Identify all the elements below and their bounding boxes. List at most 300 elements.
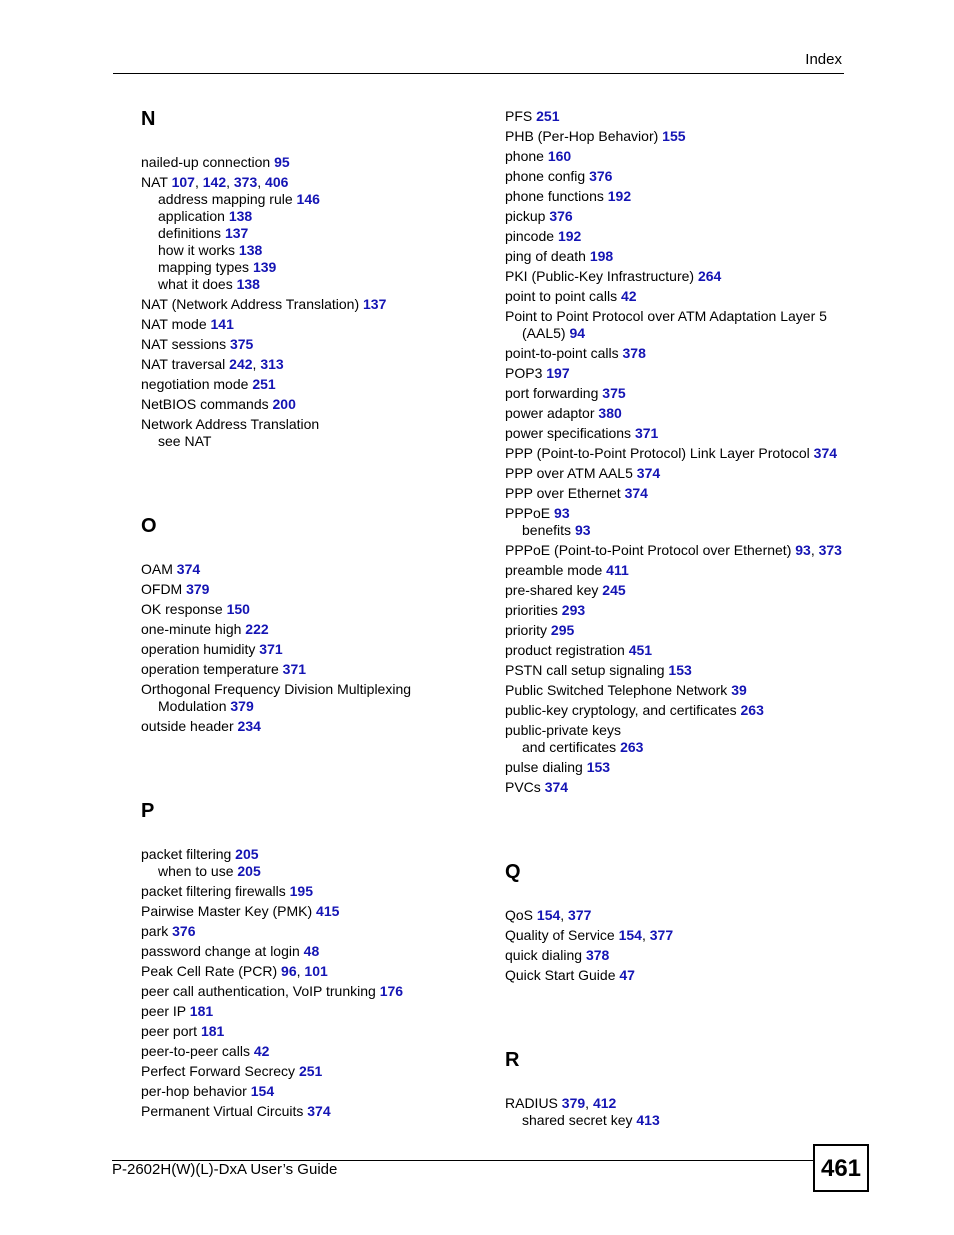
index-entry-line — [505, 639, 855, 659]
section-letter: Q — [505, 861, 521, 883]
index-term: quick dialing — [505, 947, 583, 963]
page-link[interactable]: 371 — [259, 641, 283, 657]
index-term: pulse dialing — [505, 759, 583, 775]
page-link[interactable]: 198 — [589, 248, 614, 264]
index-entry-line — [505, 105, 855, 125]
index-term: Orthogonal Frequency Division Multiplexing — [141, 681, 412, 697]
page-link[interactable]: 378 — [585, 947, 610, 963]
page-link[interactable]: 95 — [274, 154, 290, 170]
index-term: Network Address Translation — [141, 416, 320, 432]
index-entry-continuation — [141, 698, 491, 715]
page-link[interactable]: 371 — [282, 661, 307, 677]
index-entry — [141, 1020, 491, 1040]
index-column-left — [141, 105, 491, 1120]
index-term: Pairwise Master Key (PMK) — [141, 903, 313, 919]
index-term: QoS — [505, 907, 534, 923]
index-entry — [505, 1092, 855, 1129]
page-refs: 107, 142, 373, 406 — [171, 174, 289, 190]
index-term: when to use — [158, 863, 234, 879]
page-refs — [731, 682, 747, 698]
index-term: pincode — [505, 228, 555, 244]
page-link[interactable]: 205 — [235, 846, 259, 862]
page-refs — [589, 168, 612, 184]
page-link[interactable]: 138 — [236, 276, 260, 292]
page-link[interactable]: 263 — [620, 739, 644, 755]
page-refs: 154, 377 — [536, 907, 592, 923]
page-link[interactable]: 380 — [598, 405, 622, 421]
index-term: packet filtering firewalls — [141, 883, 286, 899]
index-entry — [141, 843, 491, 880]
index-term: NAT (Network Address Translation) — [141, 296, 360, 312]
index-term: ping of death — [505, 248, 586, 264]
index-term: preamble mode — [505, 562, 603, 578]
page-link[interactable]: 374 — [813, 445, 838, 461]
index-entry — [505, 944, 855, 964]
page-refs — [254, 1043, 270, 1059]
index-entry — [505, 502, 855, 539]
section-letter: R — [505, 1049, 520, 1071]
index-entry — [141, 1100, 491, 1120]
index-term: PPPoE — [505, 505, 551, 521]
index-term: phone functions — [505, 188, 604, 204]
section-gap — [141, 450, 491, 512]
page-link[interactable]: 93 — [554, 505, 570, 521]
page-refs — [253, 259, 276, 275]
page-refs — [186, 581, 209, 597]
page-link[interactable]: 374 — [624, 485, 648, 501]
page-number: 461 — [813, 1144, 869, 1192]
index-entry-line — [505, 964, 855, 984]
page-refs — [620, 739, 643, 755]
index-entry — [141, 960, 491, 980]
index-term: peer-to-peer calls — [141, 1043, 250, 1059]
page-refs — [316, 903, 339, 919]
page-link[interactable]: 379 — [561, 1095, 586, 1111]
index-entry — [141, 558, 491, 578]
index-term: point-to-point calls — [505, 345, 619, 361]
index-entry — [141, 313, 491, 333]
page-refs — [190, 1003, 213, 1019]
index-entry-line — [141, 638, 491, 658]
page-link[interactable]: 139 — [252, 259, 277, 275]
page-refs — [201, 1023, 224, 1039]
page-link[interactable]: 176 — [379, 983, 404, 999]
index-entry — [505, 579, 855, 599]
index-entry — [505, 205, 855, 225]
page-refs — [172, 923, 195, 939]
page-link[interactable]: 42 — [620, 288, 637, 304]
index-subentry — [505, 522, 855, 539]
index-entry-line — [505, 342, 855, 362]
page-refs — [629, 642, 652, 658]
index-subentry — [141, 433, 491, 450]
page-refs — [238, 718, 261, 734]
index-term: PPP over ATM AAL5 — [505, 465, 633, 481]
index-entry — [505, 305, 855, 342]
page-link[interactable]: 379 — [186, 581, 210, 597]
page-refs — [380, 983, 403, 999]
index-term: pickup — [505, 208, 546, 224]
index-entry-line — [141, 940, 491, 960]
page-link[interactable]: 197 — [546, 365, 570, 381]
page-refs — [621, 288, 637, 304]
index-entry — [505, 402, 855, 422]
page-link[interactable]: 242 — [229, 356, 253, 372]
index-entry-line — [505, 944, 855, 964]
index-term: NetBIOS commands — [141, 396, 269, 412]
page-refs: 242, 313 — [229, 356, 284, 372]
page-link[interactable]: 377 — [649, 927, 674, 943]
page-refs — [227, 601, 250, 617]
index-entry — [141, 171, 491, 293]
page-refs — [299, 1063, 322, 1079]
index-entry-line — [505, 559, 855, 579]
index-entry — [141, 333, 491, 353]
page-refs — [549, 208, 572, 224]
page-link[interactable]: 373 — [233, 174, 258, 190]
index-entry — [141, 678, 491, 715]
index-entry-line — [505, 285, 855, 305]
page-link[interactable]: 374 — [636, 465, 661, 481]
index-term: mapping types — [158, 259, 250, 275]
index-entry-line — [141, 900, 491, 920]
index-entry — [141, 618, 491, 638]
section-letter: N — [141, 108, 156, 130]
page-refs: 93, 373 — [795, 542, 842, 558]
page-link[interactable]: 374 — [176, 561, 201, 577]
index-entry-line — [141, 578, 491, 598]
page-link[interactable]: 93 — [795, 542, 811, 558]
index-entry-line — [141, 413, 491, 433]
index-subentry — [141, 259, 491, 276]
page-link[interactable]: 96 — [281, 963, 297, 979]
index-subentry — [505, 1112, 855, 1129]
index-entry — [505, 539, 855, 559]
page-link[interactable]: 141 — [210, 316, 234, 332]
page-link[interactable]: 415 — [316, 903, 340, 919]
index-entry — [505, 442, 855, 462]
index-entry — [505, 559, 855, 579]
page-link[interactable]: 192 — [557, 228, 582, 244]
page-link[interactable]: 39 — [731, 682, 747, 698]
page-refs — [363, 296, 386, 312]
index-entry — [141, 413, 491, 450]
page-link[interactable]: 263 — [740, 702, 764, 718]
page-link[interactable]: 251 — [536, 108, 560, 124]
index-entry-line — [141, 393, 491, 413]
page-link[interactable]: 138 — [238, 242, 263, 258]
index-entry — [141, 920, 491, 940]
page-link[interactable]: 93 — [574, 522, 591, 538]
index-term: PPP (Point-to-Point Protocol) Link Layer Protocol — [505, 445, 810, 461]
index-entry — [505, 285, 855, 305]
index-term: phone config — [505, 168, 586, 184]
page-link[interactable]: 412 — [592, 1095, 617, 1111]
index-subentry — [141, 191, 491, 208]
page-link[interactable]: 379 — [230, 698, 254, 714]
index-entry — [505, 382, 855, 402]
index-term: Permanent Virtual Circuits — [141, 1103, 304, 1119]
page-link[interactable]: 154 — [618, 927, 642, 943]
page-refs — [230, 698, 253, 714]
index-term: Perfect Forward Secrecy — [141, 1063, 296, 1079]
page-link[interactable]: 181 — [189, 1003, 214, 1019]
page-link[interactable]: 107 — [171, 174, 195, 190]
running-header: Index — [805, 51, 842, 68]
page-refs — [575, 522, 591, 538]
index-term: PVCs — [505, 779, 541, 795]
page-link[interactable]: 245 — [602, 582, 626, 598]
index-entry-line — [505, 185, 855, 205]
page-link[interactable]: 378 — [622, 345, 646, 361]
page-refs — [668, 662, 691, 678]
index-term: power specifications — [505, 425, 632, 441]
index-entry-line — [505, 265, 855, 285]
page-link[interactable]: 138 — [228, 208, 253, 224]
page-refs — [536, 108, 559, 124]
page-link[interactable]: 374 — [544, 779, 569, 795]
index-entry-line — [505, 579, 855, 599]
page-link[interactable]: 413 — [636, 1112, 660, 1128]
page-refs — [636, 1112, 659, 1128]
index-entry — [505, 225, 855, 245]
index-term: operation temperature — [141, 661, 279, 677]
index-subentry — [141, 276, 491, 293]
page-link[interactable]: 222 — [245, 621, 269, 637]
index-term: application — [158, 208, 225, 224]
index-entry-line — [505, 462, 855, 482]
index-entry-line — [141, 1060, 491, 1080]
index-entry-line — [141, 353, 491, 373]
index-entry — [141, 293, 491, 313]
index-entry — [141, 880, 491, 900]
index-entry — [141, 598, 491, 618]
page-refs — [698, 268, 721, 284]
index-entry-line — [141, 151, 491, 171]
index-term: operation humidity — [141, 641, 256, 657]
index-term: priorities — [505, 602, 558, 618]
index-term: product registration — [505, 642, 625, 658]
page-refs — [230, 336, 253, 352]
page-link[interactable]: 155 — [662, 128, 686, 144]
index-entry-line — [505, 442, 855, 462]
page-link[interactable]: 153 — [668, 662, 692, 678]
index-term: nailed-up connection — [141, 154, 271, 170]
index-entry-line — [141, 558, 491, 578]
index-term: peer IP — [141, 1003, 186, 1019]
index-entry-line — [505, 699, 855, 719]
index-term: PKI (Public-Key Infrastructure) — [505, 268, 695, 284]
page-link[interactable]: 373 — [818, 542, 842, 558]
page-link[interactable]: 160 — [547, 148, 572, 164]
page-refs — [546, 365, 569, 381]
index-entry — [505, 756, 855, 776]
page-link[interactable]: 376 — [172, 923, 196, 939]
index-entry — [505, 776, 855, 796]
page-link[interactable]: 47 — [619, 967, 635, 983]
page-link[interactable]: 137 — [224, 225, 249, 241]
index-entry-line — [505, 145, 855, 165]
page-link[interactable]: 251 — [298, 1063, 323, 1079]
page-link[interactable]: 101 — [304, 963, 328, 979]
page-link[interactable]: 94 — [569, 325, 586, 341]
index-term: peer call authentication, VoIP trunking — [141, 983, 376, 999]
index-entry-line — [141, 373, 491, 393]
page-refs — [252, 376, 275, 392]
page-link[interactable]: 137 — [363, 296, 387, 312]
index-term: park — [141, 923, 169, 939]
index-entry — [505, 482, 855, 502]
index-term: public-private keys — [505, 722, 621, 738]
page-refs — [259, 641, 282, 657]
section-letter: O — [141, 515, 157, 537]
index-entry-line — [141, 618, 491, 638]
index-term: outside header — [141, 718, 234, 734]
page-refs — [297, 191, 320, 207]
section-gap — [505, 796, 855, 858]
page-link[interactable]: 411 — [606, 562, 629, 578]
page-link[interactable]: 264 — [697, 268, 722, 284]
page-refs — [637, 465, 660, 481]
index-term: point to point calls — [505, 288, 618, 304]
footer-guide-title: P-2602H(W)(L)-DxA User’s Guide — [112, 1161, 338, 1178]
page-link[interactable]: 376 — [549, 208, 573, 224]
page-refs — [625, 485, 648, 501]
index-term: Point to Point Protocol over ATM Adaptation Layer 5 — [505, 308, 827, 324]
page-link[interactable]: 48 — [303, 943, 320, 959]
page-refs — [283, 661, 306, 677]
page-link[interactable]: 376 — [589, 168, 613, 184]
index-entry — [505, 185, 855, 205]
index-entry-line — [505, 362, 855, 382]
index-entry-line — [505, 165, 855, 185]
index-entry — [505, 422, 855, 442]
page-link[interactable]: 313 — [260, 356, 284, 372]
header-rule — [113, 73, 844, 74]
index-term: NAT sessions — [141, 336, 227, 352]
page-link[interactable]: 377 — [568, 907, 592, 923]
page-link[interactable]: 375 — [602, 385, 626, 401]
index-term: how it works — [158, 242, 236, 258]
page-refs — [662, 128, 685, 144]
page-link[interactable]: 205 — [237, 863, 261, 879]
index-entry — [505, 265, 855, 285]
page-refs — [290, 883, 313, 899]
index-entry-line — [141, 313, 491, 333]
page-refs — [237, 863, 260, 879]
page-link[interactable]: 195 — [289, 883, 313, 899]
page-link[interactable]: 181 — [200, 1023, 225, 1039]
index-term: OAM — [141, 561, 173, 577]
index-subentry — [505, 739, 855, 756]
index-entry-line — [141, 1020, 491, 1040]
page-refs — [602, 385, 625, 401]
index-column-right — [505, 105, 855, 1129]
index-entry-line — [141, 960, 491, 980]
page-refs — [273, 396, 296, 412]
index-entry-line — [141, 920, 491, 940]
index-entry — [505, 924, 855, 944]
page-link[interactable]: 192 — [607, 188, 632, 204]
page-link[interactable]: 234 — [237, 718, 261, 734]
index-term: RADIUS — [505, 1095, 558, 1111]
index-entry-line — [505, 245, 855, 265]
index-entry-line — [505, 422, 855, 442]
page-link[interactable]: 153 — [586, 759, 611, 775]
page-refs — [554, 505, 570, 521]
index-entry-line — [141, 293, 491, 313]
index-entry-line — [505, 305, 855, 325]
index-term: one-minute high — [141, 621, 242, 637]
page-refs: 96, 101 — [281, 963, 328, 979]
index-entry-line — [505, 205, 855, 225]
page-refs — [545, 779, 568, 795]
page-link[interactable]: 42 — [253, 1043, 270, 1059]
page-link[interactable]: 154 — [250, 1083, 275, 1099]
page-link[interactable]: 374 — [307, 1103, 331, 1119]
page-refs — [562, 602, 585, 618]
index-entry — [505, 699, 855, 719]
page-link[interactable]: 142 — [202, 174, 227, 190]
index-term: NAT mode — [141, 316, 207, 332]
page-link[interactable]: 251 — [252, 376, 276, 392]
index-entry-line — [505, 659, 855, 679]
index-entry-line — [141, 1100, 491, 1120]
page-link[interactable]: 295 — [550, 622, 575, 638]
index-entry-line — [141, 880, 491, 900]
index-term: port forwarding — [505, 385, 599, 401]
index-entry-line — [141, 1000, 491, 1020]
page-refs — [304, 943, 320, 959]
index-term: benefits — [522, 522, 572, 538]
page-refs — [606, 562, 629, 578]
page-link[interactable]: 154 — [536, 907, 561, 923]
index-entry-line — [141, 980, 491, 1000]
page-refs — [590, 248, 613, 264]
index-entry — [505, 964, 855, 984]
page-link[interactable]: 200 — [272, 396, 296, 412]
index-entry-line — [505, 756, 855, 776]
page-link[interactable]: 150 — [226, 601, 250, 617]
page-refs — [598, 405, 621, 421]
index-entry — [141, 980, 491, 1000]
page-refs — [623, 345, 646, 361]
index-entry-line — [505, 719, 855, 739]
page-link[interactable]: 371 — [634, 425, 659, 441]
page-refs — [558, 228, 581, 244]
index-term: OFDM — [141, 581, 183, 597]
page-link[interactable]: 375 — [229, 336, 254, 352]
page-link[interactable]: 451 — [628, 642, 653, 658]
page-refs — [307, 1103, 330, 1119]
page-refs — [239, 242, 262, 258]
index-entry — [141, 715, 491, 735]
index-entry — [141, 900, 491, 920]
index-term: PPPoE (Point-to-Point Protocol over Ethernet) — [505, 542, 792, 558]
index-subentry — [141, 863, 491, 880]
page-refs — [608, 188, 631, 204]
index-term: per-hop behavior — [141, 1083, 247, 1099]
page-link[interactable]: 146 — [296, 191, 320, 207]
index-entry — [505, 145, 855, 165]
index-entry — [141, 1080, 491, 1100]
index-entry-line — [141, 598, 491, 618]
index-entry-line — [141, 333, 491, 353]
page-link[interactable]: 406 — [265, 174, 289, 190]
page-refs — [251, 1083, 274, 1099]
page-refs — [211, 316, 234, 332]
page-link[interactable]: 293 — [561, 602, 586, 618]
